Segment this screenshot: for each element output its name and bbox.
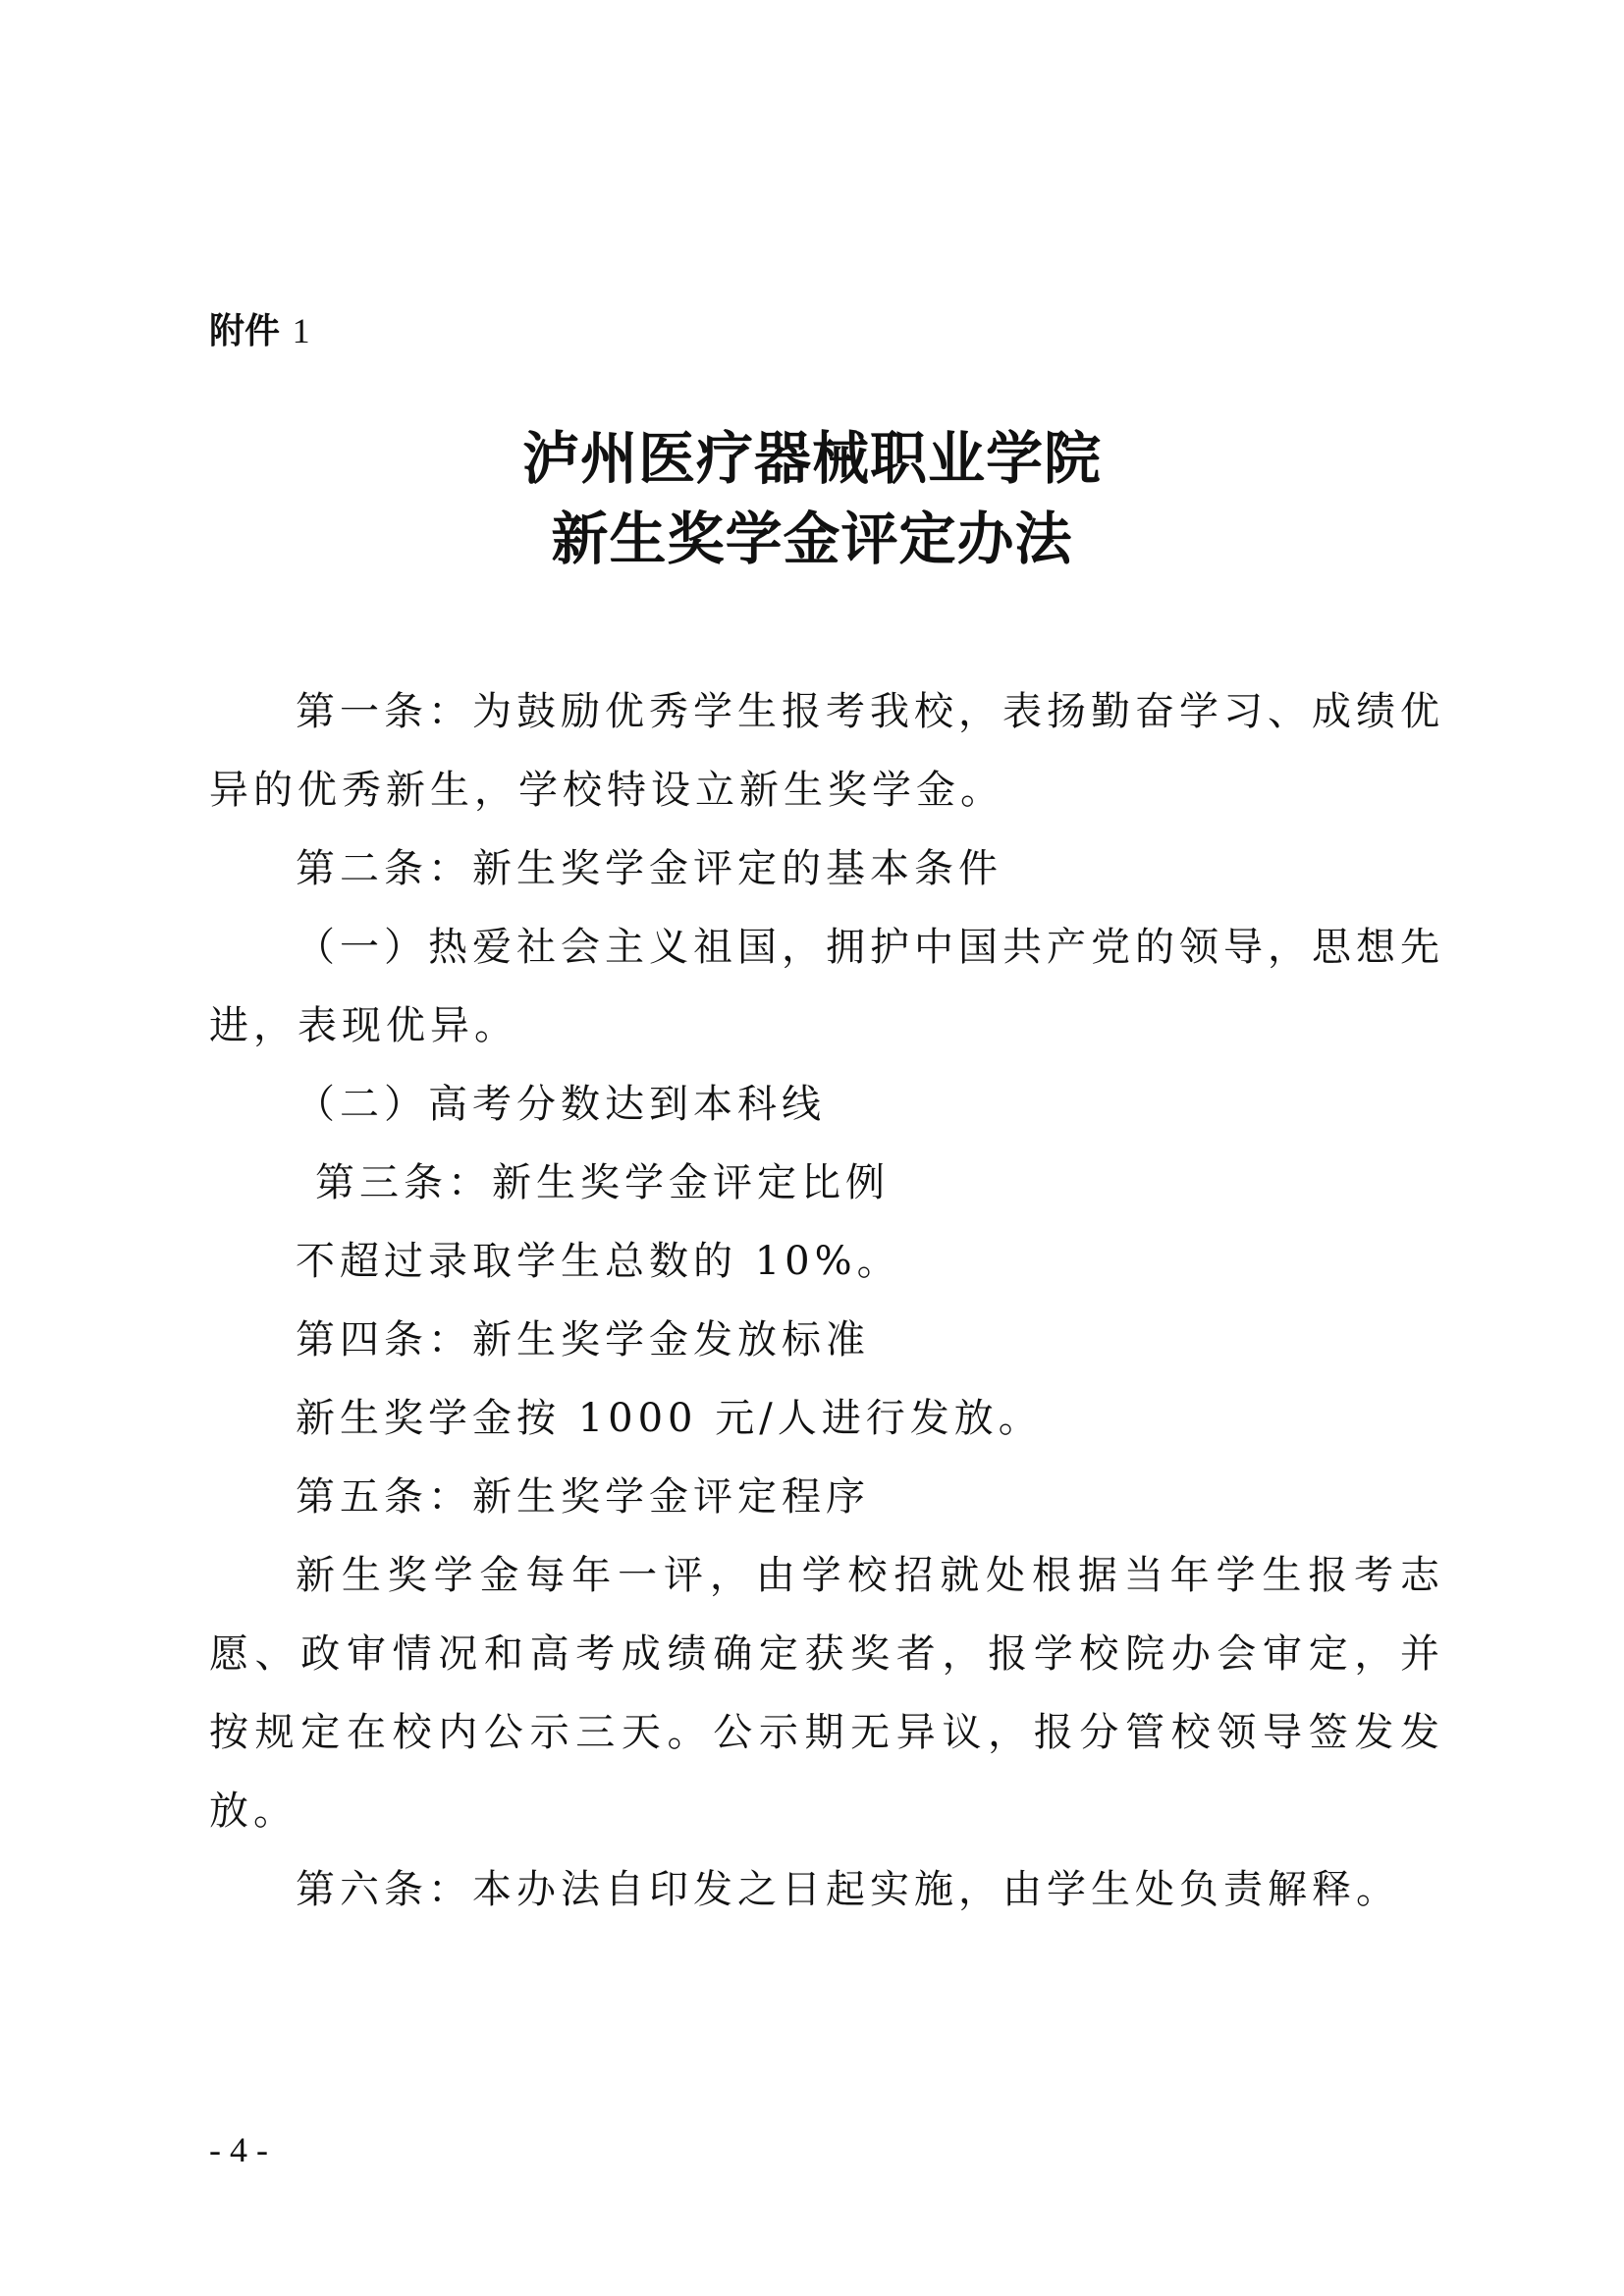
article-1-paragraph: 第一条：为鼓励优秀学生报考我校，表扬勤奋学习、成绩优异的优秀新生，学校特设立新生奖学金。 (209, 689, 1444, 813)
article-4-content: 新生奖学金按 1000 元/人进行发放。 (296, 1396, 1043, 1441)
article-3-heading: 第三条：新生奖学金评定比例 (315, 1160, 890, 1205)
title-line-subject: 新生奖学金评定办法 (551, 506, 1073, 572)
attachment-number: 1 (292, 311, 310, 350)
article-6-paragraph: 第六条：本办法自印发之日起实施，由学生处负责解释。 (296, 1867, 1400, 1912)
title-line-institution: 泸州医疗器械职业学院 (521, 425, 1102, 492)
article-5-content: 新生奖学金每年一评，由学校招就处根据当年学生报考志愿、政审情况和高考成绩确定获奖者，报学校院办会审定，并按规定在校内公示三天。公示期无异议，报分管校领导签发发放。 (209, 1553, 1444, 1834)
article-2-heading: 第二条：新生奖学金评定的基本条件 (296, 846, 1002, 891)
article-5-heading: 第五条：新生奖学金评定程序 (296, 1474, 870, 1520)
article-3-content: 不超过录取学生总数的 10%。 (296, 1239, 901, 1284)
document-body (209, 672, 1444, 1929)
document-title (0, 418, 1624, 579)
attachment-prefix: 附件 (209, 311, 281, 351)
page-number: - 4 - (209, 2130, 268, 2169)
attachment-label (209, 306, 310, 356)
condition-2-paragraph: （二）高考分数达到本科线 (296, 1082, 826, 1127)
condition-1-paragraph: （一）热爱社会主义祖国，拥护中国共产党的领导，思想先进，表现优异。 (209, 925, 1444, 1048)
article-4-heading: 第四条：新生奖学金发放标准 (296, 1317, 870, 1362)
